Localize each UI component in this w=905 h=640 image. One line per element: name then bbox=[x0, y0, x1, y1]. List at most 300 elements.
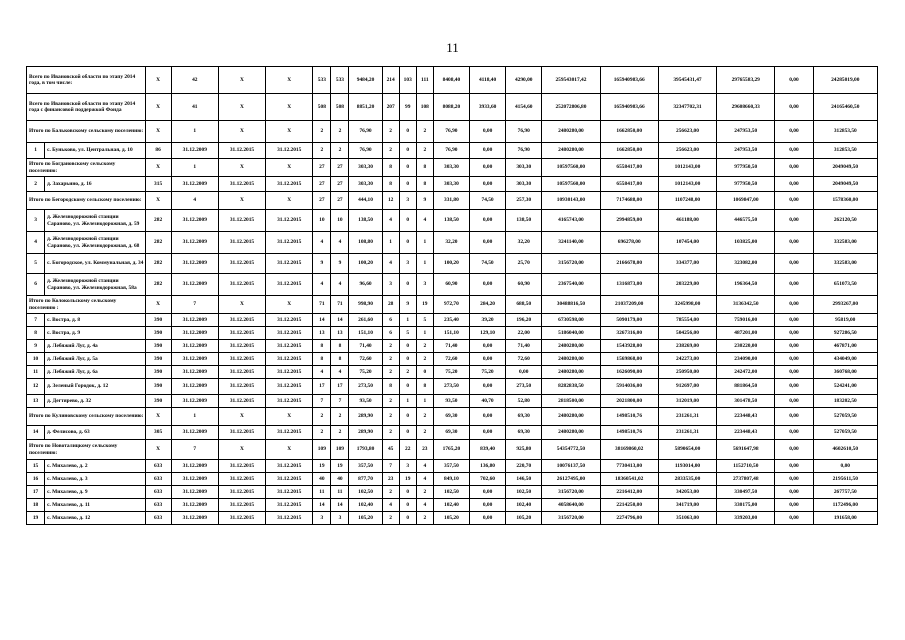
cell-col-14: 0,00 bbox=[470, 340, 506, 353]
cell-col-12: 4 bbox=[416, 210, 433, 232]
cell-col-19: 223448,43 bbox=[717, 408, 775, 426]
cell-col-15: 196,20 bbox=[506, 314, 542, 327]
cell-col-8: 2 bbox=[331, 408, 349, 426]
cell-col-20: 0,00 bbox=[775, 296, 813, 314]
cell-col-3: 390 bbox=[145, 395, 171, 408]
cell-col-13: 69,30 bbox=[433, 408, 469, 426]
cell-col-14: 0,00 bbox=[470, 379, 506, 395]
cell-col-14: 0,00 bbox=[470, 499, 506, 512]
cell-col-19: 759016,00 bbox=[717, 314, 775, 327]
cell-col-15: 72,60 bbox=[506, 353, 542, 366]
cell-col-20: 0,00 bbox=[775, 177, 813, 192]
cell-col-4: 31.12.2009 bbox=[171, 327, 218, 340]
table-row bbox=[27, 210, 878, 232]
cell-col-4: 31.12.2009 bbox=[171, 366, 218, 379]
cell-col-9: 72,60 bbox=[349, 353, 382, 366]
cell-col-11: 1 bbox=[399, 314, 416, 327]
cell-col-13: 105,20 bbox=[433, 512, 469, 525]
cell-col-4: 31.12.2009 bbox=[171, 379, 218, 395]
cell-col-18: 785554,00 bbox=[658, 314, 716, 327]
cell-col-21: 4602610,50 bbox=[813, 440, 877, 460]
cell-col-6: 31.12.2015 bbox=[266, 232, 313, 254]
cell-col-21: 24165460,50 bbox=[813, 94, 877, 121]
cell-col-17: 5090179,00 bbox=[600, 314, 658, 327]
cell-col-15: 32,20 bbox=[506, 232, 542, 254]
cell-col-8: 14 bbox=[331, 314, 349, 327]
cell-col-4: 1 bbox=[171, 121, 218, 143]
cell-col-15: 688,50 bbox=[506, 296, 542, 314]
cell-col-10: 214 bbox=[382, 67, 399, 94]
cell-col-17: 1626090,00 bbox=[600, 366, 658, 379]
cell-col-9: 303,30 bbox=[349, 159, 382, 177]
cell-col-18: 1012143,00 bbox=[658, 177, 716, 192]
cell-col-13: 75,20 bbox=[433, 366, 469, 379]
cell-col-7: 9 bbox=[313, 254, 331, 274]
cell-col-14: 0,00 bbox=[470, 408, 506, 426]
cell-col-5: 31.12.2015 bbox=[218, 232, 265, 254]
cell-col-8: 10 bbox=[331, 210, 349, 232]
cell-col-16: 2480280,00 bbox=[542, 366, 600, 379]
cell-col-9: 71,40 bbox=[349, 340, 382, 353]
cell-col-21: 2049049,50 bbox=[813, 159, 877, 177]
cell-col-4: 42 bbox=[171, 67, 218, 94]
cell-col-15: 60,90 bbox=[506, 274, 542, 296]
cell-col-19: 234090,00 bbox=[717, 353, 775, 366]
row-number: 6 bbox=[27, 274, 45, 296]
cell-col-6: X bbox=[266, 296, 313, 314]
cell-col-14: 75,20 bbox=[470, 366, 506, 379]
row-address: с. Михалево, д. 2 bbox=[45, 460, 145, 473]
cell-col-9: 108,80 bbox=[349, 232, 382, 254]
cell-col-18: 461188,00 bbox=[658, 210, 716, 232]
cell-col-5: X bbox=[218, 296, 265, 314]
row-number: 13 bbox=[27, 395, 45, 408]
cell-col-20: 0,00 bbox=[775, 379, 813, 395]
cell-col-8: 2 bbox=[331, 143, 349, 159]
cell-col-20: 0,00 bbox=[775, 159, 813, 177]
row-address: с. Михалево, д. 9 bbox=[45, 486, 145, 499]
cell-col-11: 0 bbox=[399, 274, 416, 296]
cell-col-8: 11 bbox=[331, 486, 349, 499]
row-number: 3 bbox=[27, 210, 45, 232]
cell-col-13: 273,50 bbox=[433, 379, 469, 395]
cell-col-11: 0 bbox=[399, 499, 416, 512]
cell-col-8: 17 bbox=[331, 379, 349, 395]
cell-col-13: 849,10 bbox=[433, 473, 469, 486]
cell-col-11: 0 bbox=[399, 408, 416, 426]
cell-col-16: 3156720,00 bbox=[542, 486, 600, 499]
cell-col-7: 109 bbox=[313, 440, 331, 460]
cell-col-7: 27 bbox=[313, 192, 331, 210]
cell-col-9: 100,20 bbox=[349, 254, 382, 274]
cell-col-18: 3245998,00 bbox=[658, 296, 716, 314]
cell-col-17: 2214250,00 bbox=[600, 499, 658, 512]
cell-col-3: X bbox=[145, 408, 171, 426]
table-row bbox=[27, 314, 878, 327]
cell-col-12: 1 bbox=[416, 327, 433, 340]
cell-col-21: 0,00 bbox=[813, 460, 877, 473]
cell-col-21: 527059,50 bbox=[813, 408, 877, 426]
cell-col-12: 111 bbox=[416, 67, 433, 94]
cell-col-3: X bbox=[145, 121, 171, 143]
cell-col-9: 273,50 bbox=[349, 379, 382, 395]
row-label: Всего по Ивановской области по этапу 2014 года с финансовой поддержкой Фонда bbox=[27, 94, 146, 121]
cell-col-6: X bbox=[266, 94, 313, 121]
cell-col-11: 0 bbox=[399, 353, 416, 366]
cell-col-10: 6 bbox=[382, 327, 399, 340]
cell-col-5: X bbox=[218, 192, 265, 210]
cell-col-17: 2021800,00 bbox=[600, 395, 658, 408]
cell-col-15: 220,70 bbox=[506, 460, 542, 473]
cell-col-16: 2480280,00 bbox=[542, 340, 600, 353]
cell-col-14: 40,70 bbox=[470, 395, 506, 408]
cell-col-6: 31.12.2015 bbox=[266, 210, 313, 232]
cell-col-3: 86 bbox=[145, 143, 171, 159]
cell-col-21: 467871,00 bbox=[813, 340, 877, 353]
row-address: д. Железнодорожной станции Сараново, ул. Железнодорожная, д. 68 bbox=[45, 232, 145, 254]
cell-col-4: 31.12.2009 bbox=[171, 340, 218, 353]
cell-col-3: 282 bbox=[145, 274, 171, 296]
cell-col-17: 2994859,00 bbox=[600, 210, 658, 232]
cell-col-12: 0 bbox=[416, 366, 433, 379]
cell-col-11: 0 bbox=[399, 379, 416, 395]
cell-col-21: 312853,50 bbox=[813, 121, 877, 143]
cell-col-10: 23 bbox=[382, 473, 399, 486]
cell-col-15: 22,00 bbox=[506, 327, 542, 340]
total-row bbox=[27, 67, 878, 94]
cell-col-17: 2166678,00 bbox=[600, 254, 658, 274]
cell-col-7: 4 bbox=[313, 366, 331, 379]
cell-col-21: 267757,50 bbox=[813, 486, 877, 499]
cell-col-18: 504256,00 bbox=[658, 327, 716, 340]
cell-col-7: 27 bbox=[313, 177, 331, 192]
cell-col-18: 912697,00 bbox=[658, 379, 716, 395]
cell-col-9: 289,90 bbox=[349, 408, 382, 426]
cell-col-20: 0,00 bbox=[775, 274, 813, 296]
cell-col-5: 31.12.2015 bbox=[218, 486, 265, 499]
cell-col-4: 31.12.2009 bbox=[171, 210, 218, 232]
cell-col-16: 54354772,50 bbox=[542, 440, 600, 460]
cell-col-19: 977950,50 bbox=[717, 177, 775, 192]
cell-col-9: 8851,20 bbox=[349, 94, 382, 121]
cell-col-11: 0 bbox=[399, 177, 416, 192]
cell-col-21: 524241,00 bbox=[813, 379, 877, 395]
cell-col-13: 331,80 bbox=[433, 192, 469, 210]
cell-col-9: 9484,20 bbox=[349, 67, 382, 94]
cell-col-17: 5914036,00 bbox=[600, 379, 658, 395]
cell-col-7: 2 bbox=[313, 426, 331, 440]
cell-col-19: 1152710,50 bbox=[717, 460, 775, 473]
cell-col-6: 31.12.2015 bbox=[266, 486, 313, 499]
cell-col-10: 207 bbox=[382, 94, 399, 121]
cell-col-12: 108 bbox=[416, 94, 433, 121]
cell-col-19: 103825,00 bbox=[717, 232, 775, 254]
cell-col-7: 508 bbox=[313, 94, 331, 121]
cell-col-14: 0,00 bbox=[470, 512, 506, 525]
cell-col-16: 8282838,50 bbox=[542, 379, 600, 395]
cell-col-3: 390 bbox=[145, 340, 171, 353]
cell-col-7: 40 bbox=[313, 473, 331, 486]
cell-col-8: 71 bbox=[331, 296, 349, 314]
cell-col-18: 256623,00 bbox=[658, 121, 716, 143]
cell-col-13: 71,40 bbox=[433, 340, 469, 353]
row-number: 8 bbox=[27, 327, 45, 340]
cell-col-16: 10930143,00 bbox=[542, 192, 600, 210]
cell-col-5: 31.12.2015 bbox=[218, 473, 265, 486]
cell-col-18: 231261,31 bbox=[658, 426, 716, 440]
cell-col-12: 2 bbox=[416, 486, 433, 499]
cell-col-17: 2216412,00 bbox=[600, 486, 658, 499]
cell-col-12: 4 bbox=[416, 460, 433, 473]
cell-col-16: 26127495,00 bbox=[542, 473, 600, 486]
cell-col-4: 4 bbox=[171, 192, 218, 210]
cell-col-7: 8 bbox=[313, 340, 331, 353]
cell-col-5: 31.12.2015 bbox=[218, 395, 265, 408]
row-address: д. Лебяжий Луг, д. 4а bbox=[45, 340, 145, 353]
cell-col-16: 3156720,00 bbox=[542, 512, 600, 525]
cell-col-5: 31.12.2015 bbox=[218, 210, 265, 232]
cell-col-17: 1498510,76 bbox=[600, 426, 658, 440]
cell-col-16: 10597560,00 bbox=[542, 177, 600, 192]
cell-col-6: X bbox=[266, 192, 313, 210]
cell-col-8: 27 bbox=[331, 192, 349, 210]
cell-col-15: 273,50 bbox=[506, 379, 542, 395]
cell-col-4: 7 bbox=[171, 440, 218, 460]
cell-col-14: 0,00 bbox=[470, 426, 506, 440]
cell-col-10: 2 bbox=[382, 121, 399, 143]
cell-col-5: 31.12.2015 bbox=[218, 143, 265, 159]
cell-col-18: 1012143,00 bbox=[658, 159, 716, 177]
cell-col-20: 0,00 bbox=[775, 426, 813, 440]
cell-col-5: X bbox=[218, 408, 265, 426]
cell-col-14: 129,10 bbox=[470, 327, 506, 340]
total-row bbox=[27, 192, 878, 210]
cell-col-8: 7 bbox=[331, 395, 349, 408]
cell-col-4: 31.12.2009 bbox=[171, 460, 218, 473]
cell-col-13: 76,90 bbox=[433, 143, 469, 159]
cell-col-20: 0,00 bbox=[775, 353, 813, 366]
cell-col-3: 633 bbox=[145, 499, 171, 512]
cell-col-9: 76,90 bbox=[349, 143, 382, 159]
cell-col-4: 1 bbox=[171, 159, 218, 177]
cell-col-6: 31.12.2015 bbox=[266, 512, 313, 525]
cell-col-15: 303,30 bbox=[506, 159, 542, 177]
cell-col-20: 0,00 bbox=[775, 232, 813, 254]
cell-col-19: 330497,50 bbox=[717, 486, 775, 499]
row-number: 7 bbox=[27, 314, 45, 327]
cell-col-3: 282 bbox=[145, 232, 171, 254]
cell-col-3: 633 bbox=[145, 486, 171, 499]
cell-col-20: 0,00 bbox=[775, 440, 813, 460]
cell-col-13: 100,20 bbox=[433, 254, 469, 274]
cell-col-11: 3 bbox=[399, 460, 416, 473]
cell-col-7: 11 bbox=[313, 486, 331, 499]
cell-col-18: 5890654,00 bbox=[658, 440, 716, 460]
cell-col-18: 351063,00 bbox=[658, 512, 716, 525]
cell-col-18: 238269,00 bbox=[658, 340, 716, 353]
cell-col-12: 2 bbox=[416, 426, 433, 440]
row-number: 12 bbox=[27, 379, 45, 395]
cell-col-11: 0 bbox=[399, 143, 416, 159]
cell-col-20: 0,00 bbox=[775, 67, 813, 94]
table-row bbox=[27, 512, 878, 525]
cell-col-6: X bbox=[266, 159, 313, 177]
cell-col-14: 284,20 bbox=[470, 296, 506, 314]
cell-col-10: 8 bbox=[382, 177, 399, 192]
row-number: 4 bbox=[27, 232, 45, 254]
cell-col-15: 0,00 bbox=[506, 366, 542, 379]
cell-col-3: 315 bbox=[145, 177, 171, 192]
cell-col-14: 74,50 bbox=[470, 254, 506, 274]
row-number: 5 bbox=[27, 254, 45, 274]
cell-col-20: 0,00 bbox=[775, 314, 813, 327]
cell-col-14: 0,00 bbox=[470, 121, 506, 143]
cell-col-21: 332583,00 bbox=[813, 232, 877, 254]
cell-col-14: 0,00 bbox=[470, 159, 506, 177]
cell-col-6: 31.12.2015 bbox=[266, 340, 313, 353]
cell-col-17: 7174688,00 bbox=[600, 192, 658, 210]
cell-col-11: 9 bbox=[399, 296, 416, 314]
cell-col-3: X bbox=[145, 94, 171, 121]
cell-col-19: 2737807,48 bbox=[717, 473, 775, 486]
cell-col-20: 0,00 bbox=[775, 327, 813, 340]
cell-col-3: 390 bbox=[145, 327, 171, 340]
cell-col-20: 0,00 bbox=[775, 512, 813, 525]
cell-col-5: 31.12.2015 bbox=[218, 327, 265, 340]
cell-col-10: 45 bbox=[382, 440, 399, 460]
cell-col-19: 196364,50 bbox=[717, 274, 775, 296]
cell-col-11: 0 bbox=[399, 159, 416, 177]
cell-col-17: 7730413,00 bbox=[600, 460, 658, 473]
cell-col-19: 323082,00 bbox=[717, 254, 775, 274]
cell-col-11: 0 bbox=[399, 512, 416, 525]
cell-col-7: 2 bbox=[313, 143, 331, 159]
cell-col-14: 0,00 bbox=[470, 353, 506, 366]
cell-col-19: 29608660,33 bbox=[717, 94, 775, 121]
cell-col-13: 8408,40 bbox=[433, 67, 469, 94]
cell-col-20: 0,00 bbox=[775, 473, 813, 486]
cell-col-14: 0,00 bbox=[470, 143, 506, 159]
cell-col-11: 3 bbox=[399, 192, 416, 210]
cell-col-17: 2274796,00 bbox=[600, 512, 658, 525]
cell-col-6: 31.12.2015 bbox=[266, 314, 313, 327]
cell-col-15: 138,50 bbox=[506, 210, 542, 232]
cell-col-10: 2 bbox=[382, 353, 399, 366]
cell-col-10: 2 bbox=[382, 512, 399, 525]
cell-col-8: 4 bbox=[331, 366, 349, 379]
table-row bbox=[27, 254, 878, 274]
row-label: Итого по Бальковскому сельскому поселению: bbox=[27, 121, 146, 143]
cell-col-10: 28 bbox=[382, 296, 399, 314]
cell-col-17: 6558417,00 bbox=[600, 159, 658, 177]
row-number: 17 bbox=[27, 486, 45, 499]
cell-col-15: 102,40 bbox=[506, 499, 542, 512]
cell-col-9: 102,50 bbox=[349, 486, 382, 499]
cell-col-7: 4 bbox=[313, 232, 331, 254]
cell-col-13: 102,40 bbox=[433, 499, 469, 512]
cell-col-21: 2993267,00 bbox=[813, 296, 877, 314]
cell-col-16: 2480280,00 bbox=[542, 353, 600, 366]
page-number: 11 bbox=[446, 40, 459, 55]
cell-col-9: 96,60 bbox=[349, 274, 382, 296]
cell-col-19: 487201,00 bbox=[717, 327, 775, 340]
cell-col-19: 247953,50 bbox=[717, 143, 775, 159]
cell-col-10: 6 bbox=[382, 314, 399, 327]
cell-col-13: 1765,20 bbox=[433, 440, 469, 460]
cell-col-4: 31.12.2009 bbox=[171, 473, 218, 486]
cell-col-20: 0,00 bbox=[775, 94, 813, 121]
cell-col-8: 2 bbox=[331, 426, 349, 440]
cell-col-9: 444,10 bbox=[349, 192, 382, 210]
cell-col-14: 136,80 bbox=[470, 460, 506, 473]
cell-col-19: 1069847,00 bbox=[717, 192, 775, 210]
cell-col-11: 0 bbox=[399, 426, 416, 440]
cell-col-21: 527059,50 bbox=[813, 426, 877, 440]
cell-col-10: 8 bbox=[382, 379, 399, 395]
cell-col-6: 31.12.2015 bbox=[266, 460, 313, 473]
housing-program-table bbox=[26, 66, 878, 525]
cell-col-21: 24285019,00 bbox=[813, 67, 877, 94]
total-row bbox=[27, 408, 878, 426]
row-number: 14 bbox=[27, 426, 45, 440]
cell-col-12: 8 bbox=[416, 159, 433, 177]
cell-col-15: 69,30 bbox=[506, 426, 542, 440]
cell-col-16: 6730598,00 bbox=[542, 314, 600, 327]
cell-col-15: 71,40 bbox=[506, 340, 542, 353]
cell-col-17: 165940983,66 bbox=[600, 67, 658, 94]
cell-col-7: 13 bbox=[313, 327, 331, 340]
cell-col-19: 881864,50 bbox=[717, 379, 775, 395]
cell-col-15: 76,90 bbox=[506, 143, 542, 159]
row-address: д. Железнодорожной станции Сараново, ул. Железнодорожная, д. 59 bbox=[45, 210, 145, 232]
table-row bbox=[27, 353, 878, 366]
cell-col-11: 19 bbox=[399, 473, 416, 486]
cell-col-12: 1 bbox=[416, 232, 433, 254]
cell-col-6: 31.12.2015 bbox=[266, 366, 313, 379]
cell-col-14: 3933,60 bbox=[470, 94, 506, 121]
cell-col-6: 31.12.2015 bbox=[266, 254, 313, 274]
table-row bbox=[27, 379, 878, 395]
cell-col-14: 702,60 bbox=[470, 473, 506, 486]
cell-col-20: 0,00 bbox=[775, 210, 813, 232]
cell-col-11: 0 bbox=[399, 210, 416, 232]
cell-col-17: 18360541,02 bbox=[600, 473, 658, 486]
cell-col-17: 1543928,00 bbox=[600, 340, 658, 353]
cell-col-10: 3 bbox=[382, 274, 399, 296]
cell-col-18: 1107248,00 bbox=[658, 192, 716, 210]
cell-col-13: 972,70 bbox=[433, 296, 469, 314]
cell-col-8: 19 bbox=[331, 460, 349, 473]
cell-col-12: 2 bbox=[416, 143, 433, 159]
cell-col-20: 0,00 bbox=[775, 499, 813, 512]
cell-col-6: 31.12.2015 bbox=[266, 177, 313, 192]
table-row bbox=[27, 460, 878, 473]
cell-col-21: 191658,00 bbox=[813, 512, 877, 525]
cell-col-21: 312853,50 bbox=[813, 143, 877, 159]
cell-col-11: 103 bbox=[399, 67, 416, 94]
cell-col-7: 2 bbox=[313, 408, 331, 426]
cell-col-15: 105,20 bbox=[506, 512, 542, 525]
cell-col-17: 38169860,02 bbox=[600, 440, 658, 460]
cell-col-5: 31.12.2015 bbox=[218, 353, 265, 366]
cell-col-15: 925,80 bbox=[506, 440, 542, 460]
cell-col-18: 203229,00 bbox=[658, 274, 716, 296]
cell-col-19: 339203,00 bbox=[717, 512, 775, 525]
cell-col-9: 1793,80 bbox=[349, 440, 382, 460]
table-row bbox=[27, 327, 878, 340]
cell-col-8: 4 bbox=[331, 274, 349, 296]
cell-col-4: 31.12.2009 bbox=[171, 499, 218, 512]
